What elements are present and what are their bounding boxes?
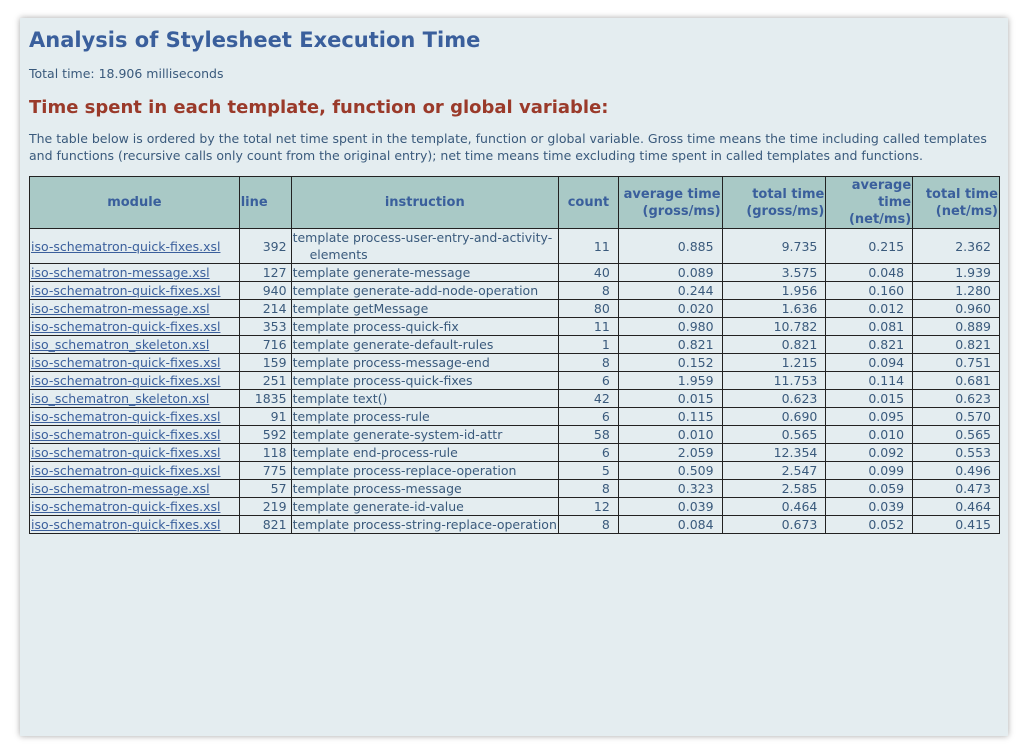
table-description: The table below is ordered by the total net time spent in the template, function or global variable. Gross time means the time including called templates and functions (recursive calls only count from the original entry); net time means time excluding time spent in called templates and functions. xyxy=(29,131,987,163)
total-net-cell: 1.280 xyxy=(913,282,1000,300)
avg-net-cell: 0.099 xyxy=(826,462,913,480)
instruction-text: template generate-message xyxy=(292,265,471,280)
module-cell xyxy=(30,354,240,372)
module-link[interactable]: iso-schematron-quick-fixes.xsl xyxy=(31,409,221,424)
avg-gross-cell: 0.323 xyxy=(618,480,722,498)
module-cell xyxy=(30,516,240,534)
instruction-text: template process-replace-operation xyxy=(292,463,517,478)
avg-gross-cell: 2.059 xyxy=(618,444,722,462)
avg-gross-cell: 0.020 xyxy=(618,300,722,318)
module-link[interactable]: iso-schematron-message.xsl xyxy=(31,265,210,280)
instruction-cell xyxy=(291,282,558,300)
report-content xyxy=(20,18,1008,534)
total-gross-cell: 1.215 xyxy=(722,354,826,372)
instruction-cell xyxy=(291,480,558,498)
total-gross-cell: 3.575 xyxy=(722,264,826,282)
instruction-cell xyxy=(291,390,558,408)
instruction-text: template process-quick-fixes xyxy=(292,373,473,388)
count-cell: 8 xyxy=(558,516,618,534)
count-cell: 1 xyxy=(558,336,618,354)
instruction-text: template process-quick-fix xyxy=(292,319,459,334)
avg-net-cell: 0.821 xyxy=(826,336,913,354)
line-cell: 57 xyxy=(239,480,291,498)
total-net-cell: 1.939 xyxy=(913,264,1000,282)
instruction-cell xyxy=(291,498,558,516)
line-cell: 214 xyxy=(239,300,291,318)
avg-net-cell: 0.052 xyxy=(826,516,913,534)
col-total-gross: total time (gross/ms) xyxy=(722,177,826,229)
avg-net-cell: 0.095 xyxy=(826,408,913,426)
count-cell: 8 xyxy=(558,480,618,498)
count-cell: 8 xyxy=(558,354,618,372)
avg-net-cell: 0.081 xyxy=(826,318,913,336)
instruction-text: template generate-default-rules xyxy=(292,337,494,352)
avg-net-cell: 0.015 xyxy=(826,390,913,408)
module-cell xyxy=(30,462,240,480)
module-link[interactable]: iso-schematron-quick-fixes.xsl xyxy=(31,373,221,388)
line-cell: 118 xyxy=(239,444,291,462)
instruction-cell xyxy=(291,336,558,354)
module-link[interactable]: iso-schematron-quick-fixes.xsl xyxy=(31,319,221,334)
avg-net-cell: 0.012 xyxy=(826,300,913,318)
avg-gross-cell: 0.821 xyxy=(618,336,722,354)
line-cell: 716 xyxy=(239,336,291,354)
col-module: module xyxy=(30,177,240,229)
total-gross-cell: 0.623 xyxy=(722,390,826,408)
table-row xyxy=(30,354,1000,372)
total-gross-cell: 10.782 xyxy=(722,318,826,336)
col-avg-gross: average time (gross/ms) xyxy=(618,177,722,229)
instruction-text: template process-user-entry-and-activity-elements xyxy=(292,230,553,262)
avg-gross-cell: 0.039 xyxy=(618,498,722,516)
count-cell: 6 xyxy=(558,408,618,426)
total-gross-cell: 0.673 xyxy=(722,516,826,534)
instruction-cell xyxy=(291,408,558,426)
total-time: Total time: 18.906 milliseconds xyxy=(29,66,224,81)
line-cell: 91 xyxy=(239,408,291,426)
total-net-cell: 0.464 xyxy=(913,498,1000,516)
col-count: count xyxy=(558,177,618,229)
table-row xyxy=(30,462,1000,480)
avg-gross-cell: 0.015 xyxy=(618,390,722,408)
table-row xyxy=(30,336,1000,354)
module-cell xyxy=(30,426,240,444)
col-instruction: instruction xyxy=(291,177,558,229)
line-cell: 159 xyxy=(239,354,291,372)
module-cell xyxy=(30,264,240,282)
instruction-text: template generate-id-value xyxy=(292,499,464,514)
table-row xyxy=(30,282,1000,300)
count-cell: 6 xyxy=(558,372,618,390)
line-cell: 392 xyxy=(239,229,291,264)
total-net-cell: 2.362 xyxy=(913,229,1000,264)
instruction-cell xyxy=(291,300,558,318)
instruction-text: template generate-add-node-operation xyxy=(292,283,539,298)
count-cell: 11 xyxy=(558,318,618,336)
avg-gross-cell: 0.885 xyxy=(618,229,722,264)
total-gross-cell: 9.735 xyxy=(722,229,826,264)
total-net-cell: 0.565 xyxy=(913,426,1000,444)
line-cell: 775 xyxy=(239,462,291,480)
instruction-cell xyxy=(291,516,558,534)
table-row xyxy=(30,318,1000,336)
total-gross-cell: 2.585 xyxy=(722,480,826,498)
instruction-text: template text() xyxy=(292,391,388,406)
table-row xyxy=(30,498,1000,516)
line-cell: 219 xyxy=(239,498,291,516)
count-cell: 11 xyxy=(558,229,618,264)
avg-net-cell: 0.059 xyxy=(826,480,913,498)
total-net-cell: 0.570 xyxy=(913,408,1000,426)
module-link[interactable]: iso-schematron-quick-fixes.xsl xyxy=(31,445,221,460)
table-row xyxy=(30,516,1000,534)
module-link[interactable]: iso-schematron-message.xsl xyxy=(31,301,210,316)
module-link[interactable]: iso_schematron_skeleton.xsl xyxy=(31,337,210,352)
module-link[interactable]: iso-schematron-quick-fixes.xsl xyxy=(31,463,221,478)
instruction-text: template process-rule xyxy=(292,409,430,424)
avg-gross-cell: 0.152 xyxy=(618,354,722,372)
avg-gross-cell: 1.959 xyxy=(618,372,722,390)
module-cell xyxy=(30,390,240,408)
total-net-cell: 0.821 xyxy=(913,336,1000,354)
module-link[interactable]: iso-schematron-message.xsl xyxy=(31,481,210,496)
total-net-cell: 0.889 xyxy=(913,318,1000,336)
instruction-cell xyxy=(291,354,558,372)
total-gross-cell: 0.690 xyxy=(722,408,826,426)
line-cell: 592 xyxy=(239,426,291,444)
line-cell: 251 xyxy=(239,372,291,390)
module-link[interactable]: iso-schematron-quick-fixes.xsl xyxy=(31,238,221,254)
total-net-cell: 0.751 xyxy=(913,354,1000,372)
total-net-cell: 0.415 xyxy=(913,516,1000,534)
table-row xyxy=(30,264,1000,282)
table-row xyxy=(30,480,1000,498)
module-cell xyxy=(30,229,240,264)
total-net-cell: 0.960 xyxy=(913,300,1000,318)
total-net-cell: 0.553 xyxy=(913,444,1000,462)
module-cell xyxy=(30,300,240,318)
line-cell: 127 xyxy=(239,264,291,282)
module-link[interactable]: iso-schematron-quick-fixes.xsl xyxy=(31,499,221,514)
section-title: Time spent in each template, function or global variable: xyxy=(29,97,609,118)
total-gross-cell: 2.547 xyxy=(722,462,826,480)
module-link[interactable]: iso-schematron-quick-fixes.xsl xyxy=(31,427,221,442)
instruction-text: template end-process-rule xyxy=(292,445,458,460)
total-gross-cell: 12.354 xyxy=(722,444,826,462)
report-frame xyxy=(20,18,1008,736)
avg-gross-cell: 0.980 xyxy=(618,318,722,336)
module-link[interactable]: iso-schematron-quick-fixes.xsl xyxy=(31,283,221,298)
avg-gross-cell: 0.089 xyxy=(618,264,722,282)
avg-gross-cell: 0.115 xyxy=(618,408,722,426)
instruction-text: template generate-system-id-attr xyxy=(292,427,503,442)
table-row xyxy=(30,300,1000,318)
avg-net-cell: 0.160 xyxy=(826,282,913,300)
total-net-cell: 0.496 xyxy=(913,462,1000,480)
avg-net-cell: 0.215 xyxy=(826,229,913,264)
count-cell: 8 xyxy=(558,282,618,300)
count-cell: 6 xyxy=(558,444,618,462)
count-cell: 42 xyxy=(558,390,618,408)
instruction-text: template process-message xyxy=(292,481,462,496)
table-row xyxy=(30,444,1000,462)
count-cell: 58 xyxy=(558,426,618,444)
avg-gross-cell: 0.244 xyxy=(618,282,722,300)
instruction-text: template process-string-replace-operation xyxy=(292,517,557,532)
avg-net-cell: 0.114 xyxy=(826,372,913,390)
instruction-cell xyxy=(291,462,558,480)
count-cell: 12 xyxy=(558,498,618,516)
module-cell xyxy=(30,318,240,336)
module-link[interactable]: iso-schematron-quick-fixes.xsl xyxy=(31,517,221,532)
total-gross-cell: 0.821 xyxy=(722,336,826,354)
module-cell xyxy=(30,408,240,426)
total-gross-cell: 11.753 xyxy=(722,372,826,390)
total-net-cell: 0.623 xyxy=(913,390,1000,408)
table-header-row xyxy=(30,177,1000,229)
table-row xyxy=(30,229,1000,264)
module-cell xyxy=(30,372,240,390)
line-cell: 821 xyxy=(239,516,291,534)
avg-net-cell: 0.094 xyxy=(826,354,913,372)
instruction-cell xyxy=(291,444,558,462)
avg-net-cell: 0.010 xyxy=(826,426,913,444)
col-line: line xyxy=(239,177,291,229)
module-cell xyxy=(30,282,240,300)
line-cell: 353 xyxy=(239,318,291,336)
instruction-cell xyxy=(291,318,558,336)
table-body xyxy=(30,229,1000,534)
module-link[interactable]: iso_schematron_skeleton.xsl xyxy=(31,391,210,406)
table-row xyxy=(30,426,1000,444)
instruction-cell xyxy=(291,426,558,444)
module-cell xyxy=(30,444,240,462)
instruction-cell xyxy=(291,264,558,282)
avg-net-cell: 0.039 xyxy=(826,498,913,516)
col-total-net: total time (net/ms) xyxy=(913,177,1000,229)
module-cell xyxy=(30,336,240,354)
instruction-text: template process-message-end xyxy=(292,355,490,370)
total-gross-cell: 1.636 xyxy=(722,300,826,318)
instruction-cell xyxy=(291,372,558,390)
avg-gross-cell: 0.509 xyxy=(618,462,722,480)
total-gross-cell: 0.464 xyxy=(722,498,826,516)
total-gross-cell: 1.956 xyxy=(722,282,826,300)
count-cell: 40 xyxy=(558,264,618,282)
module-cell xyxy=(30,480,240,498)
total-net-cell: 0.473 xyxy=(913,480,1000,498)
table-row xyxy=(30,390,1000,408)
avg-gross-cell: 0.084 xyxy=(618,516,722,534)
instruction-text: template getMessage xyxy=(292,301,429,316)
table-row xyxy=(30,372,1000,390)
total-net-cell: 0.681 xyxy=(913,372,1000,390)
avg-net-cell: 0.092 xyxy=(826,444,913,462)
page-title: Analysis of Stylesheet Execution Time xyxy=(29,28,481,52)
table-row xyxy=(30,408,1000,426)
module-link[interactable]: iso-schematron-quick-fixes.xsl xyxy=(31,355,221,370)
module-cell xyxy=(30,498,240,516)
count-cell: 5 xyxy=(558,462,618,480)
line-cell: 1835 xyxy=(239,390,291,408)
instruction-cell xyxy=(291,229,558,264)
total-gross-cell: 0.565 xyxy=(722,426,826,444)
col-avg-net: average time (net/ms) xyxy=(826,177,913,229)
count-cell: 80 xyxy=(558,300,618,318)
avg-net-cell: 0.048 xyxy=(826,264,913,282)
timing-table xyxy=(29,176,1000,534)
line-cell: 940 xyxy=(239,282,291,300)
avg-gross-cell: 0.010 xyxy=(618,426,722,444)
